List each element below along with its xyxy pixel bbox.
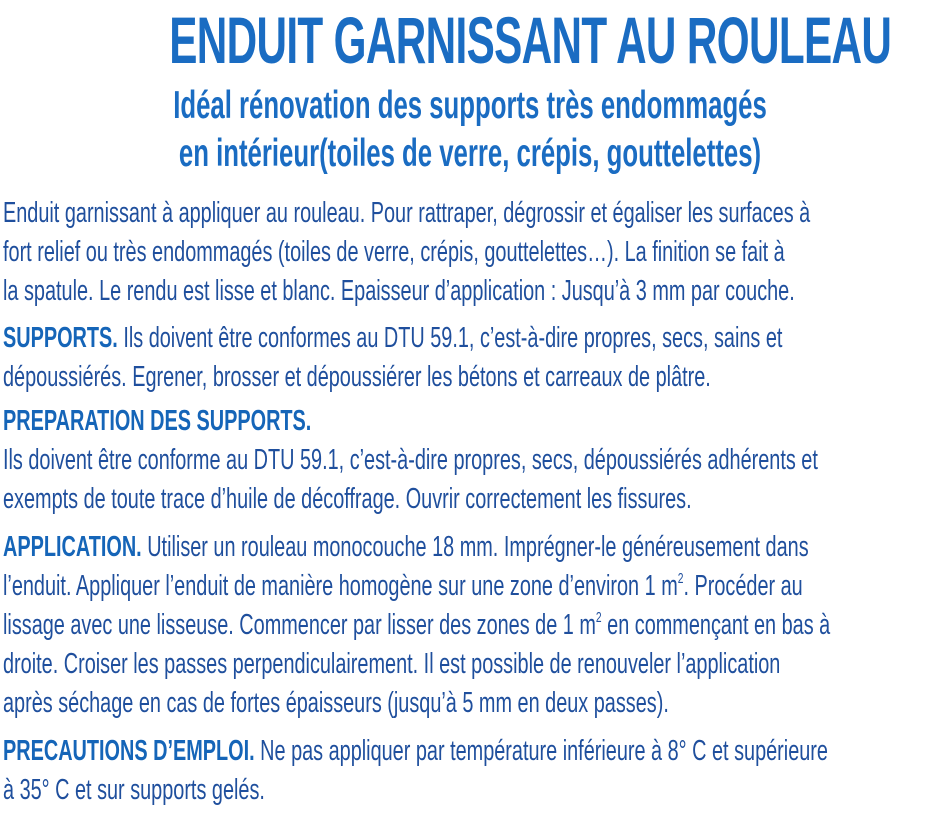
application-line-5: après séchage en cas de fortes épaisseurs (jusqu’à 5 mm en deux passes).	[3, 687, 669, 719]
precautions-heading: PRECAUTIONS D’EMPLOI.	[3, 735, 255, 767]
intro-line-2: fort relief ou très endommagés (toiles de verre, crépis, gouttelettes…). La finition se fait à	[3, 236, 785, 268]
preparation-line-1: Ils doivent être conforme au DTU 59.1, c’est-à-dire propres, secs, dépoussiérés adhérents et	[3, 444, 818, 476]
supports-heading: SUPPORTS.	[3, 322, 118, 354]
supports-line-2: dépoussiérés. Egrener, brosser et dépoussiérer les bétons et carreaux de plâtre.	[3, 361, 711, 393]
application-line-4: droite. Croiser les passes perpendiculairement. Il est possible de renouveler l’application	[3, 648, 781, 680]
precautions-line-1: PRECAUTIONS D’EMPLOI. Ne pas appliquer par température inférieure à 8° C et supérieure	[3, 735, 828, 767]
title-text: ENDUIT GARNISSANT AU ROULEAU	[169, 3, 892, 77]
subtitle-line-1: Idéal rénovation des supports très endommagés	[173, 84, 767, 127]
application-line-3: lissage avec une lisseuse. Commencer par lisser des zones de 1 $m^2$ en commençant en bas à	[3, 609, 831, 641]
subtitle-line-2: en intérieur(toiles de verre, crépis, gouttelettes)	[178, 132, 762, 175]
precautions-line-2: à 35° C et sur supports gelés.	[3, 774, 265, 806]
preparation-line-2: exempts de toute trace d’huile de décoffrage. Ouvrir correctement les fissures.	[3, 483, 692, 515]
supports-line-1: SUPPORTS. Ils doivent être conformes au DTU 59.1, c’est-à-dire propres, secs, sains et	[3, 322, 783, 354]
preparation-heading-line	[3, 405, 453, 437]
intro-line-3: la spatule. Le rendu est lisse et blanc. Epaisseur d’application : Jusqu’à 3 mm par couche.	[3, 275, 795, 307]
application-heading: APPLICATION.	[3, 531, 142, 563]
application-line-2: l’enduit. Appliquer l’enduit de manière homogène sur une zone d’environ 1 $m^2$. Procéder au	[3, 570, 803, 602]
page-title	[0, 4, 940, 76]
intro-line-1: Enduit garnissant à appliquer au rouleau. Pour rattraper, dégrossir et égaliser les surfaces à	[3, 197, 811, 229]
application-line-1: APPLICATION. Utiliser un rouleau monocouche 18 mm. Imprégner-le généreusement dans	[3, 531, 809, 563]
preparation-heading: PREPARATION DES SUPPORTS.	[3, 405, 312, 437]
